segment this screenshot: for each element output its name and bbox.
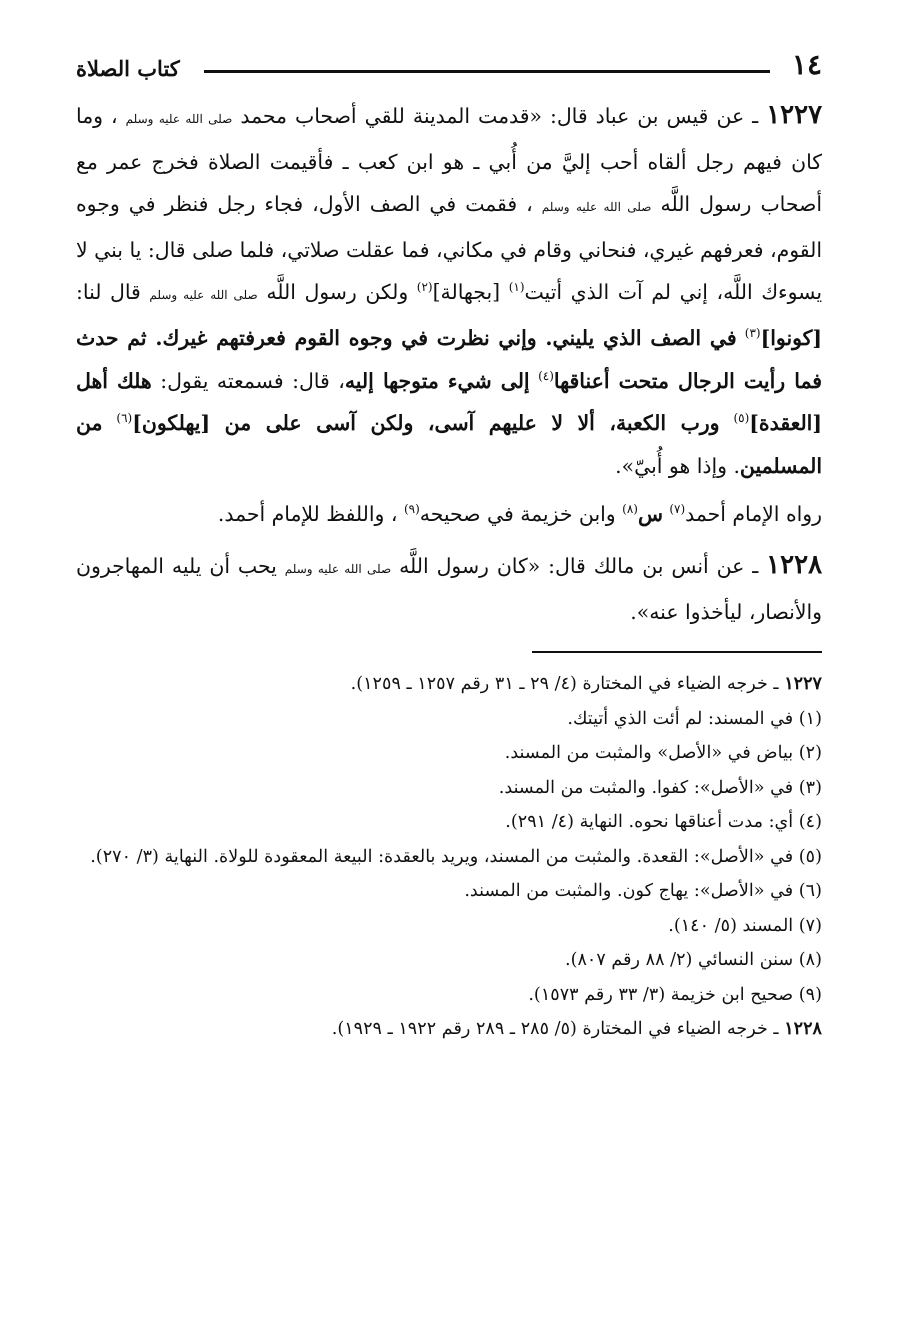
footnote-item bbox=[76, 1012, 822, 1047]
footnote-number: (٤) bbox=[798, 812, 822, 833]
source-symbol: س bbox=[637, 502, 663, 527]
footnote-number: ١٢٢٨ bbox=[784, 1018, 822, 1040]
header-rule bbox=[204, 70, 770, 73]
hadith-bold-text: هلك أهل [العقدة] bbox=[76, 368, 822, 436]
hadith-text: يحب أن يليه المهاجرون والأنصار، ليأخذوا عنه». bbox=[76, 553, 822, 624]
hadith-bold-text: ورب الكعبة، ألا لا عليهم آسى، ولكن آسى على من [يهلكون] bbox=[132, 411, 720, 436]
footnote-item bbox=[76, 943, 822, 978]
hadith-text: وما كان فيهم رجل ألقاه أحب إليَّ من أُبي ـ هو ابن كعب ـ فأقيمت الصلاة فخرج عمر مع أصحاب رسول اللَّه bbox=[76, 104, 822, 217]
footnote-item bbox=[76, 978, 822, 1013]
footnote-marker: (٦) bbox=[116, 411, 133, 426]
hadith-text: ـ عن أنس بن مالك قال: «كان رسول اللَّه bbox=[399, 553, 759, 578]
footnote-number: (٧) bbox=[798, 915, 822, 936]
page-header bbox=[76, 48, 822, 94]
source-text: ، واللفظ للإمام أحمد. bbox=[217, 502, 398, 527]
footnote-item bbox=[76, 667, 822, 702]
footnote-item bbox=[76, 702, 822, 737]
footnote-item bbox=[76, 909, 822, 944]
hadith-text: ، قال: فسمعته يقول: bbox=[160, 368, 345, 393]
footnote-text: ـ خرجه الضياء في المختارة (٤/ ٢٩ ـ ٣١ رقم ١٢٥٧ ـ ١٢٥٩). bbox=[350, 674, 779, 695]
footnote-number: (٨) bbox=[798, 950, 822, 971]
footnote-marker: (٣) bbox=[744, 326, 761, 341]
footnote-text: في «الأصل»: يهاج كون. والمثبت من المسند. bbox=[464, 881, 794, 902]
footnote-number: (٥) bbox=[798, 846, 822, 867]
hadith-text: ، فقمت في الصف الأول، فجاء رجل فنظر في وجوه القوم، فعرفهم غيري، فنحاني وقام في مكاني، فما عقلت صلاتي، فلما صلى قال: يا بني لا يسوءك اللَّه، إني لم آت الذي أتيت bbox=[76, 192, 823, 305]
footnote-number: (٦) bbox=[798, 881, 822, 902]
footnote-number: (٩) bbox=[798, 984, 822, 1005]
footnote-text: سنن النسائي (٢/ ٨٨ رقم ٨٠٧). bbox=[565, 950, 794, 971]
footnote-text: أي: مدت أعناقها نحوه. النهاية (٤/ ٢٩١). bbox=[505, 812, 794, 833]
book-page bbox=[76, 48, 822, 1308]
salutation-glyph: صلى الله عليه وسلم bbox=[125, 112, 233, 126]
footnotes bbox=[76, 667, 822, 1047]
paragraph-gap bbox=[76, 536, 822, 544]
salutation-glyph: صلى الله عليه وسلم bbox=[284, 561, 392, 576]
footnote-marker: (٨) bbox=[622, 502, 638, 517]
footnote-marker: (١) bbox=[508, 280, 525, 295]
footnote-marker: (٩) bbox=[403, 502, 420, 517]
footnote-number: (٢) bbox=[798, 743, 822, 764]
footnote-marker: (٥) bbox=[733, 411, 750, 426]
hadith-text: ، bbox=[111, 104, 118, 128]
footnote-text: المسند (٥/ ١٤٠). bbox=[668, 915, 794, 936]
hadith-bold-text: إلى شيء متوجها إليه bbox=[344, 368, 530, 393]
footnote-text: في «الأصل»: كفوا. والمثبت من المسند. bbox=[498, 777, 794, 798]
hadith-text: قال لنا: bbox=[76, 280, 141, 305]
footnote-number: ١٢٢٧ bbox=[784, 673, 822, 695]
footnote-item bbox=[76, 736, 822, 771]
footnote-text: ـ خرجه الضياء في المختارة (٥/ ٢٨٥ ـ ٢٨٩ رقم ١٩٢٢ ـ ١٩٢٩). bbox=[331, 1019, 779, 1040]
hadith-bold-text: من المسلمين bbox=[76, 411, 822, 478]
footnote-text: في «الأصل»: القعدة. والمثبت من المسند، ويريد بالعقدة: البيعة المعقودة للولاة. النهاية (٣/ ٢٧٠). bbox=[90, 846, 794, 867]
footnote-number: (٣) bbox=[798, 777, 822, 798]
footnote-number: (١) bbox=[798, 708, 822, 729]
hadith-text: [بجهالة] bbox=[432, 280, 501, 305]
source-text: رواه الإمام أحمد bbox=[685, 502, 822, 527]
hadith-bold-text: في الصف الذي يليني. وإني نظرت في وجوه القوم فعرفتهم غيرك. ثم حدث فما رأيت الرجال متحت أعناقها bbox=[76, 325, 822, 393]
hadith-1227 bbox=[76, 94, 822, 487]
hadith-1228 bbox=[76, 544, 822, 633]
footnote-marker: (٤) bbox=[538, 368, 554, 383]
hadith-text: ولكن رسول اللَّه bbox=[266, 280, 409, 305]
salutation-glyph: صلى الله عليه وسلم bbox=[541, 200, 652, 215]
footnote-item bbox=[76, 771, 822, 806]
hadith-text: ـ عن قيس بن عباد قال: «قدمت المدينة للقي أصحاب محمد bbox=[240, 104, 759, 128]
source-text: وابن خزيمة في صحيحه bbox=[419, 502, 616, 527]
footnote-separator bbox=[532, 651, 822, 653]
hadith-1227-sources bbox=[76, 493, 822, 536]
hadith-number: ١٢٢٨ bbox=[766, 549, 823, 580]
page-number: ١٤ bbox=[791, 48, 822, 81]
footnote-item bbox=[76, 874, 822, 909]
hadith-number: ١٢٢٧ bbox=[766, 100, 823, 130]
hadith-text: . وإذا هو أُبيّ». bbox=[615, 453, 740, 478]
salutation-glyph: صلى الله عليه وسلم bbox=[149, 288, 258, 303]
footnote-item bbox=[76, 805, 822, 840]
footnote-marker: (٢) bbox=[416, 280, 433, 295]
footnote-item bbox=[76, 840, 822, 875]
footnote-text: بياض في «الأصل» والمثبت من المسند. bbox=[504, 743, 794, 764]
running-title: كتاب الصلاة bbox=[76, 56, 180, 81]
hadith-bold-text: [كونوا] bbox=[760, 325, 823, 350]
footnote-marker: (٧) bbox=[669, 502, 686, 517]
footnote-text: في المسند: لم أئت الذي أتيتك. bbox=[567, 708, 794, 729]
footnote-text: صحيح ابن خزيمة (٣/ ٣٣ رقم ١٥٧٣). bbox=[528, 984, 794, 1005]
